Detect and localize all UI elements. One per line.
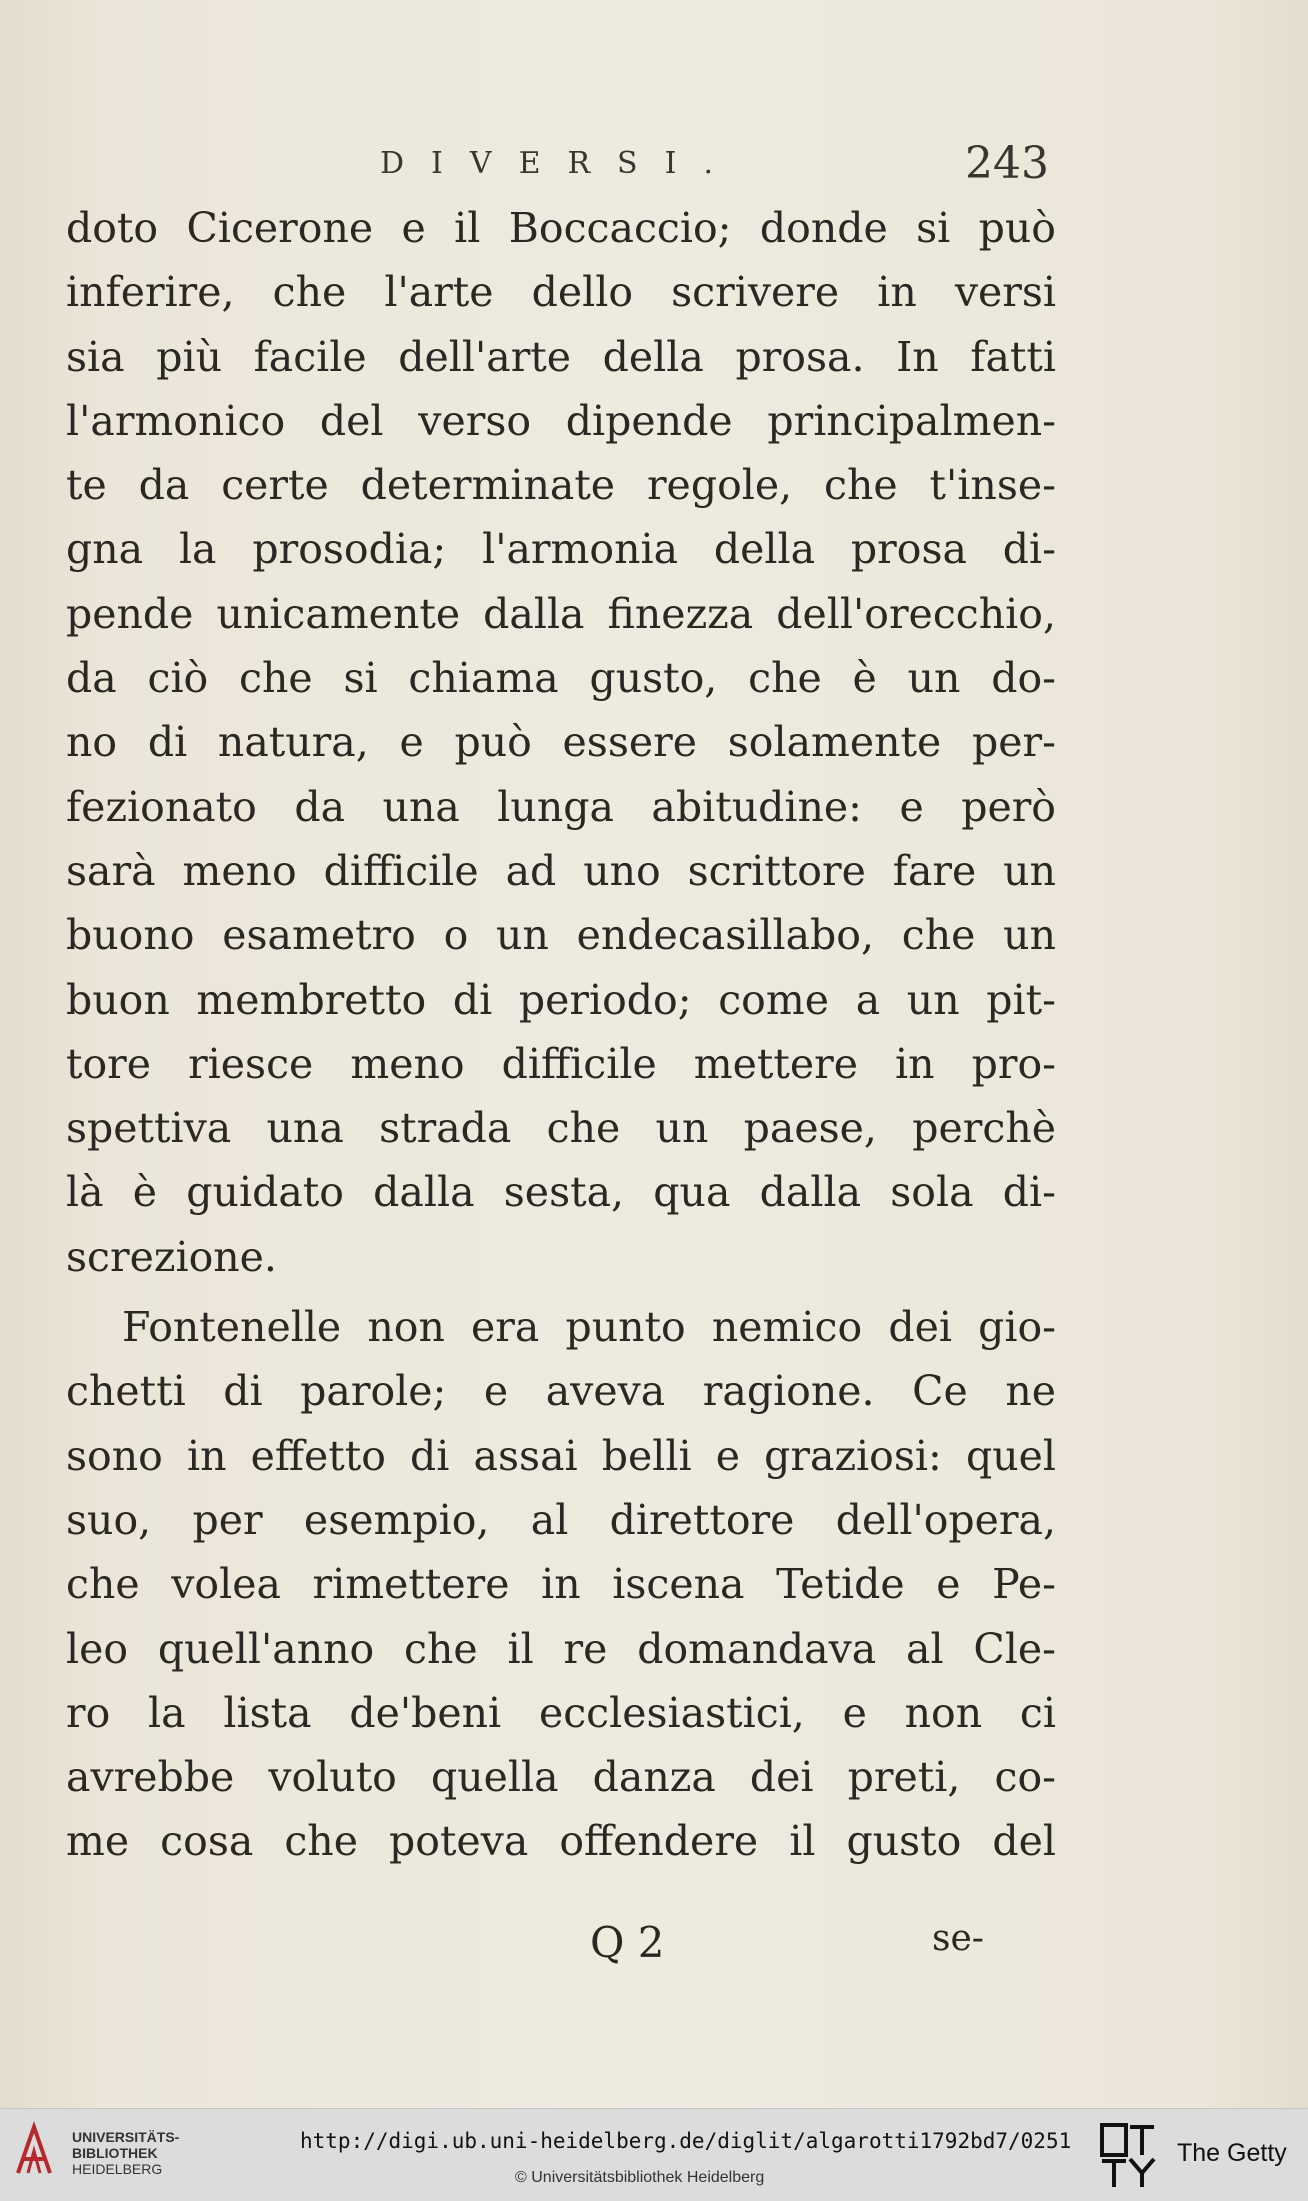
- text-line: suo, per esempio, al direttore dell'opera,: [66, 1495, 1056, 1544]
- running-head: [0, 138, 1308, 198]
- paragraph-2: [66, 1295, 1056, 1874]
- text-line: che volea rimettere in iscena Tetide e Pe-: [66, 1560, 1056, 1609]
- text-line: Fontenelle non era punto nemico dei gio-: [122, 1303, 1056, 1352]
- university-line: UNIVERSITÄTS-: [72, 2129, 180, 2145]
- catchword: se-: [932, 1918, 984, 1959]
- text-line: buon membretto di periodo; come a un pit-: [66, 975, 1056, 1024]
- university-seal-icon: [12, 2121, 56, 2181]
- page-number: 243: [965, 138, 1049, 189]
- text-line: inferire, che l'arte dello scrivere in versi: [66, 268, 1056, 317]
- text-line: ro la lista de'beni ecclesiastici, e non ci: [66, 1688, 1056, 1737]
- body-text: [66, 196, 1056, 1874]
- university-line: HEIDELBERG: [72, 2161, 163, 2177]
- text-line: leo quell'anno che il re domandava al Cle-: [66, 1624, 1056, 1673]
- text-line: sia più facile dell'arte della prosa. In fatti: [66, 332, 1056, 381]
- text-line: chetti di parole; e aveva ragione. Ce ne: [66, 1367, 1056, 1416]
- text-line: tore riesce meno difficile mettere in pro-: [66, 1039, 1056, 1088]
- text-line: me cosa che poteva offendere il gusto del: [66, 1817, 1056, 1866]
- text-line: spettiva una strada che un paese, perchè: [66, 1104, 1056, 1153]
- text-line: doto Cicerone e il Boccaccio; donde si può: [66, 204, 1056, 252]
- text-line: là è guidato dalla sesta, qua dalla sola di-: [66, 1168, 1056, 1217]
- text-line: l'armonico del verso dipende principalmen-: [66, 396, 1056, 445]
- text-line: gna la prosodia; l'armonia della prosa di-: [66, 525, 1056, 574]
- text-line: fezionato da una lunga abitudine: e però: [66, 782, 1056, 831]
- university-name: [72, 2129, 179, 2177]
- copyright-notice: © Universitätsbibliothek Heidelberg: [515, 2169, 765, 2186]
- text-line: da ciò che si chiama gusto, che è un do-: [66, 654, 1056, 703]
- text-line: buono esametro o un endecasillabo, che un: [66, 911, 1056, 960]
- paragraph-1: [66, 196, 1056, 1289]
- text-line: screzione.: [66, 1232, 277, 1281]
- text-line: sono in effetto di assai belli e graziosi: quel: [66, 1431, 1056, 1480]
- text-line: avrebbe voluto quella danza dei preti, co-: [66, 1753, 1056, 1802]
- text-line: te da certe determinate regole, che t'inse-: [66, 461, 1056, 510]
- permalink-url[interactable]: http://digi.ub.uni-heidelberg.de/diglit/algarotti1792bd7/0251: [300, 2129, 1072, 2153]
- text-line: sarà meno difficile ad uno scrittore fare un: [66, 846, 1056, 895]
- viewer-footer-bar: [0, 2108, 1308, 2201]
- text-line: pende unicamente dalla finezza dell'orecchio,: [66, 589, 1056, 638]
- getty-logo-icon: [1100, 2123, 1156, 2189]
- getty-label: The Getty: [1177, 2139, 1287, 2167]
- running-head-title: DIVERSI.: [380, 146, 740, 181]
- text-line: no di natura, e può essere solamente per-: [66, 718, 1056, 767]
- signature-mark: Q 2: [590, 1918, 665, 1967]
- university-line: BIBLIOTHEK: [72, 2145, 158, 2161]
